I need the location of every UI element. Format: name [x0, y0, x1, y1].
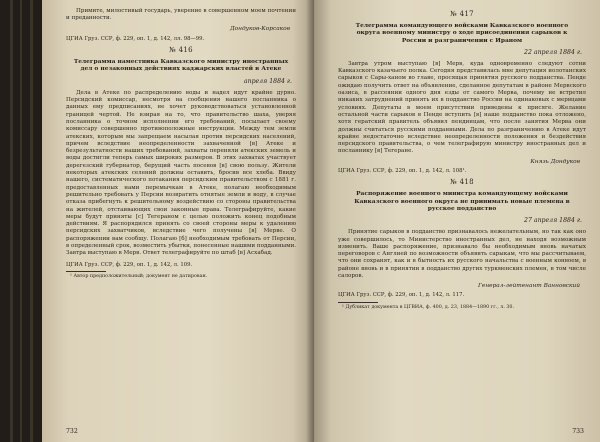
doc-416-body: Дела в Атеке по распределению воды и надел идут крайне дурно. Персидский комиссар, несмотря на сообщения нашего посланника о данных ему предписаниях, не хочет руководствоваться установленной границей чертой. Не взирая на то, что правительство шаха, уверяя посланника о точном исполнении его требований, посылает своему комиссару совершенно противоположные инструкции. Между тем земли атекских, которым мы запрещаем насылая против персидских населений, причем вследствие неопределенности захваченной [в] Атеке и безрезультатности наших требований, захваты переняли атекских земель и воды достигли теперь самых широких размеров. В этих захватах участвует дерегезский губернатор, берущий часть посевов [в] свою пользу. Жители некоторых атекских селений должны оставить, бросив все хлеба. Ввиду нашего, систематического потакания персидским правительством с 1881 г. предоставленных нами перемычкам в Атеке, полагаю необходимым решительно требовать у Персии возвратить отнятые земли и воду, в случае отказа прибегнуть к решительному воздействию со стороны правительства на жителей, отстаивающих свои законные права. Телеграфируйте, какие меры будут приняты [с] Тегераном с целью положить конец подобным действиям. Я распорядился принять со своей стороны меры к удалению персидских захватчиков, вследствие чего получены [в] Мерве. О распоряжении вам сообщу. Полагаю [б] необходимым требовать от Персии, в определенный срок, возместить убытки, понесенные нашими подданными. Завтра выступаю в Мерв. Ответ телеграфируйте по штаб [в] Асхабад. [66, 89, 296, 257]
left-footnote: ¹ Автор предположительный; документ не датирован. [70, 274, 208, 280]
doc-417-signature: Князь Дондуков [530, 158, 580, 165]
doc-416-heading: Телеграмма наместника Кавказского министру иностранных дел о незаконных действиях каджарских властей в Атеке [73, 58, 289, 73]
left-page [42, 0, 314, 442]
right-page-number: 733 [572, 428, 584, 435]
doc-417-body: Завтра утром выступаю [в] Мерв, куда одновременно следуют сотни Кавказского казачьего полка. Сегодня представилась мне депутация иолотанских сарыков с Сары-ханом во главе, просящая принятия русского подданства. Пенде ожидаю получить ответ на объявление, сделанное депутатам в районе Мервского оазиса, в рассеянии одного дня езды от самого Мерва, почему не встретил никаких затруднений принять их в подданство России на одинаковых с мервцами условиях. Депутаты в моем присутствии приведены к присяге. Желание остальной части сарыков в Пенде вступить [в] наше подданство пока отложено, хотя гератский правитель объявил пендинцам, что после занятия Мерва они должны считаться русскими подданными. Дела по разграничению в Атеке идут крайне недостаточно вследствие неопределенности положения и бездействия персидского правительства, о чем телеграфирую министру иностранных дел и посланнику [в] Тегеране. [338, 60, 586, 155]
footnote-rule [66, 271, 106, 272]
doc-number-417: № 417 [450, 10, 474, 18]
doc-417-source: ЦГИА Груз. ССР, ф. 229, оп. 1, д. 142, л. 108¹. [338, 167, 467, 174]
left-top-text: Примите, милостивый государь, уверение в совершенном моем почтении и преданности. [66, 8, 296, 22]
left-top-signature: Дондуков-Корсаков [229, 25, 290, 32]
right-page [314, 0, 600, 442]
book-edge [0, 0, 42, 442]
doc-418-body: Принятие сарыков в подданство признавалось нежелательным, но так как оно уже совершилось, то Министерство иностранных дел, не находя возможным изменить. Ваше распоряжение, признавало бы необходимым вновь начатых переговоров с Англией по возможности объявить сарыкам, что мы рассчитываем, что они сохранят, как и в бытность их русского начальства с военным конвоем, в районе вновь и в принятии в подданство других туркменских племен, в том числе салоров. [338, 229, 586, 280]
doc-418-date: 27 апреля 1884 г. [524, 217, 582, 225]
footnote-rule-right [338, 302, 378, 303]
doc-416-date: апреля 1884 г. [243, 77, 292, 85]
doc-417-heading: Телеграмма командующего войсками Кавказского военного округа военному министру о ходе присоединения сарыков к России и разграничении с Ираном [355, 22, 569, 44]
right-footnote: ¹ Дубликат документа в ЦГВИА, ф. 400, д. 23, 1884—1890 гг., л. 30. [342, 304, 515, 310]
doc-418-source: ЦГИА Груз. ССР, ф. 229, оп. 1, д. 142, л. 117. [338, 292, 465, 299]
doc-418-signature: Генерал-лейтенант Ванновский [478, 283, 580, 290]
left-top-source: ЦГИА Груз. ССР, ф. 229, оп. 1, д. 142, лл. 98—99. [66, 35, 205, 42]
left-page-number: 732 [66, 428, 78, 435]
doc-418-heading: Распоряжение военного министра командующему войсками Кавказского военного округа не принимать новые племена в русское подданство [354, 190, 570, 212]
doc-number-418: № 418 [450, 178, 474, 187]
doc-number-416: № 416 [169, 46, 193, 55]
doc-416-source: ЦГИА Груз. ССР, ф. 229, оп. 1, д. 142, л. 109. [66, 261, 193, 268]
doc-417-date: 22 апреля 1884 г. [524, 48, 582, 56]
